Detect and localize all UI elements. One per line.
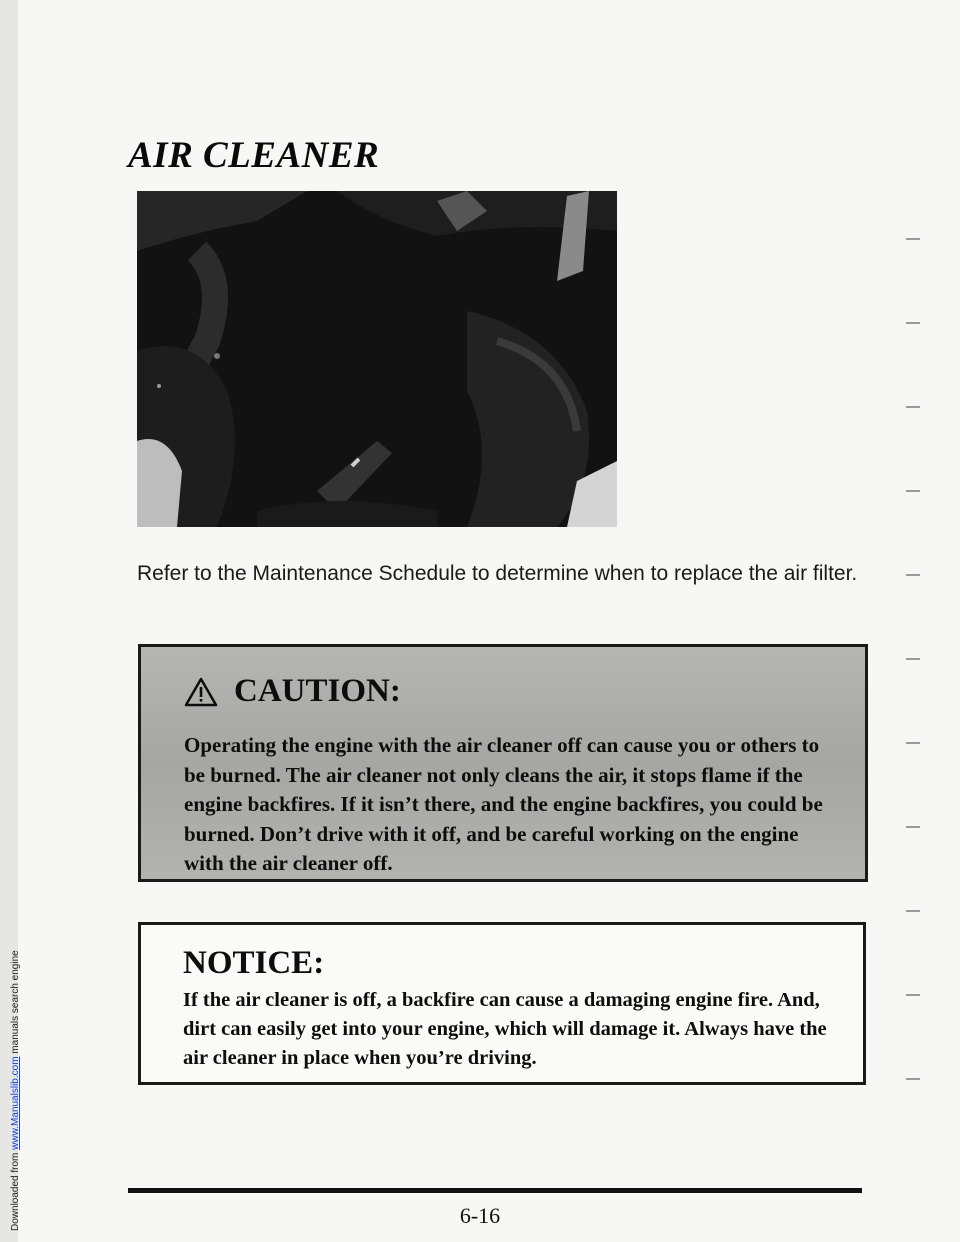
warning-triangle-icon xyxy=(184,677,218,707)
engine-air-cleaner-photo xyxy=(137,191,617,527)
notice-text: If the air cleaner is off, a backfire can cause a damaging engine fire. And, dirt can easily get into your engine, which will damage it. Always have the air cleaner in place when you’re driving. xyxy=(183,989,827,1069)
page-title: AIR CLEANER xyxy=(128,135,380,176)
margin-tick xyxy=(906,994,920,996)
caution-title: CAUTION: xyxy=(234,673,401,709)
margin-tick xyxy=(906,658,920,660)
margin-tick xyxy=(906,490,920,492)
notice-box xyxy=(138,922,866,1085)
margin-tick xyxy=(906,826,920,828)
download-watermark xyxy=(10,0,21,1231)
margin-tick xyxy=(906,238,920,240)
margin-tick xyxy=(906,322,920,324)
caution-text: Operating the engine with the air cleaner off can cause you or others to be burned. The air cleaner not only cleans the air, it stops flame if the engine backfires. If it isn’t there, and the engine backfires, you could be burned. Don’t drive with it off, and be careful working on the engine with the air cleaner off. xyxy=(184,733,823,875)
margin-tick xyxy=(906,574,920,576)
margin-tick xyxy=(906,406,920,408)
watermark-suffix: manuals search engine xyxy=(10,950,21,1057)
notice-title: NOTICE: xyxy=(183,945,325,981)
caution-box xyxy=(138,644,868,882)
page-number: 6-16 xyxy=(459,1203,501,1228)
margin-tick xyxy=(906,742,920,744)
footer-rule xyxy=(128,1188,862,1193)
margin-tick xyxy=(906,1078,920,1080)
caution-header xyxy=(184,673,401,710)
margin-tick xyxy=(906,910,920,912)
intro-paragraph: Refer to the Maintenance Schedule to determine when to replace the air filter. xyxy=(137,562,858,585)
manualslib-link[interactable]: www.Manualslib.com xyxy=(10,1056,21,1150)
watermark-prefix: Downloaded from xyxy=(10,1149,21,1231)
